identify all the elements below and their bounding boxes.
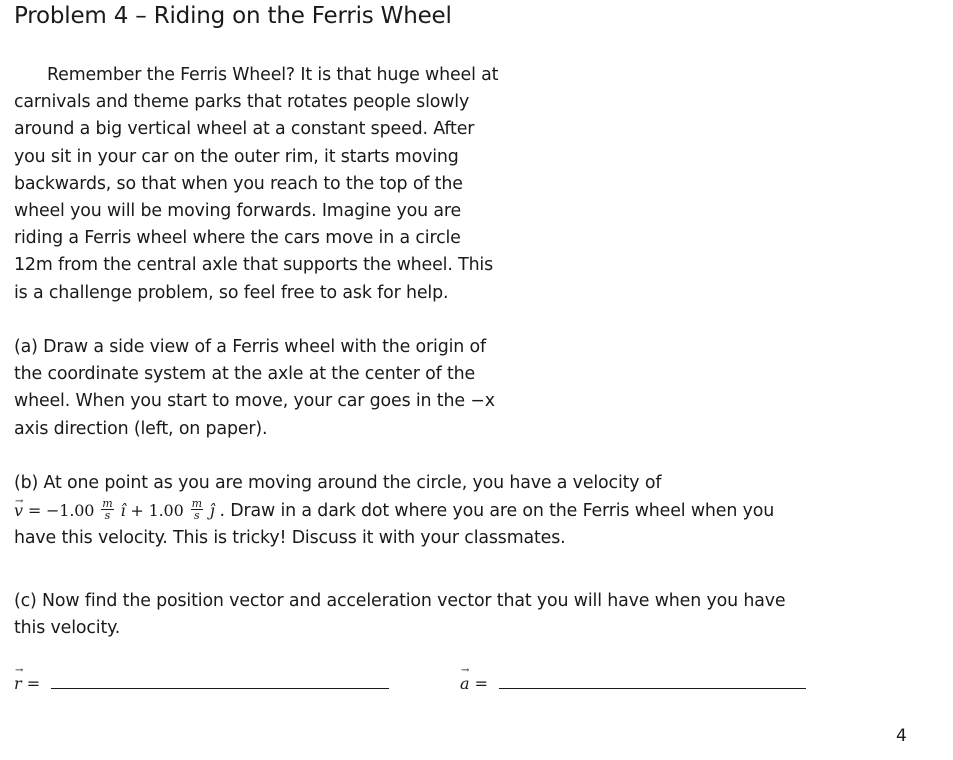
- intro-line: Remember the Ferris Wheel? It is that huge wheel at: [47, 65, 499, 85]
- i-hat: ı̂: [120, 501, 126, 521]
- problem-title: Problem 4 – Riding on the Ferris Wheel: [14, 3, 452, 29]
- unit-denominator: s: [193, 509, 200, 523]
- intro-line: is a challenge problem, so feel free to ask for help.: [14, 282, 449, 303]
- part-a-line: wheel. When you start to move, your car goes in the −x: [14, 391, 495, 412]
- unit-fraction: [101, 498, 113, 521]
- equals-sign: =: [27, 501, 42, 521]
- part-a-paragraph: [14, 334, 579, 443]
- part-c-paragraph: [14, 588, 914, 642]
- part-a-line: (a) Draw a side view of a Ferris wheel with the origin of: [14, 337, 487, 357]
- part-b-line-rest: . Draw in a dark dot where you are on the Ferris wheel when you: [219, 501, 775, 522]
- part-c-line: this velocity.: [14, 618, 121, 639]
- plus-sign: +: [130, 501, 144, 521]
- velocity-x-value: −1.00: [46, 501, 95, 521]
- part-a-line: axis direction (left, on paper).: [14, 418, 268, 439]
- unit-numerator: m: [191, 497, 202, 511]
- intro-line: carnivals and theme parks that rotates people slowly: [14, 92, 470, 113]
- equals-sign: =: [474, 674, 489, 693]
- part-c-line: (c) Now find the position vector and acceleration vector that you will have when you have: [14, 591, 786, 611]
- part-a-line: the coordinate system at the axle at the center of the: [14, 364, 476, 385]
- position-answer-blank[interactable]: [51, 672, 389, 689]
- intro-line: riding a Ferris wheel where the cars move in a circle: [14, 228, 461, 249]
- intro-line: you sit in your car on the outer rim, it starts moving: [14, 146, 459, 167]
- unit-fraction: [191, 498, 203, 521]
- velocity-equation: [14, 497, 220, 523]
- velocity-y-value: 1.00: [148, 501, 184, 521]
- acceleration-answer-blank[interactable]: [499, 672, 806, 689]
- intro-line: 12m from the central axle that supports the wheel. This: [14, 255, 494, 276]
- intro-line: backwards, so that when you reach to the top of the: [14, 173, 463, 194]
- position-answer: [14, 672, 389, 694]
- intro-paragraph: [14, 62, 579, 307]
- unit-denominator: s: [104, 509, 111, 523]
- acceleration-answer: [460, 672, 806, 694]
- position-symbol: → r: [14, 674, 22, 693]
- acceleration-symbol: → a: [460, 674, 470, 693]
- part-b-line: have this velocity. This is tricky! Discuss it with your classmates.: [14, 528, 566, 549]
- equals-sign: =: [26, 674, 41, 693]
- part-b-velocity-line: [14, 497, 914, 525]
- j-hat: ȷ̂: [209, 501, 215, 521]
- intro-line: around a big vertical wheel at a constant speed. After: [14, 119, 475, 140]
- intro-line: wheel you will be moving forwards. Imagine you are: [14, 201, 462, 222]
- part-b-line: (b) At one point as you are moving around the circle, you have a velocity of: [14, 473, 662, 493]
- unit-numerator: m: [102, 497, 113, 511]
- part-b-paragraph: [14, 470, 914, 553]
- page-number: 4: [896, 726, 907, 746]
- velocity-symbol: → v: [14, 497, 23, 524]
